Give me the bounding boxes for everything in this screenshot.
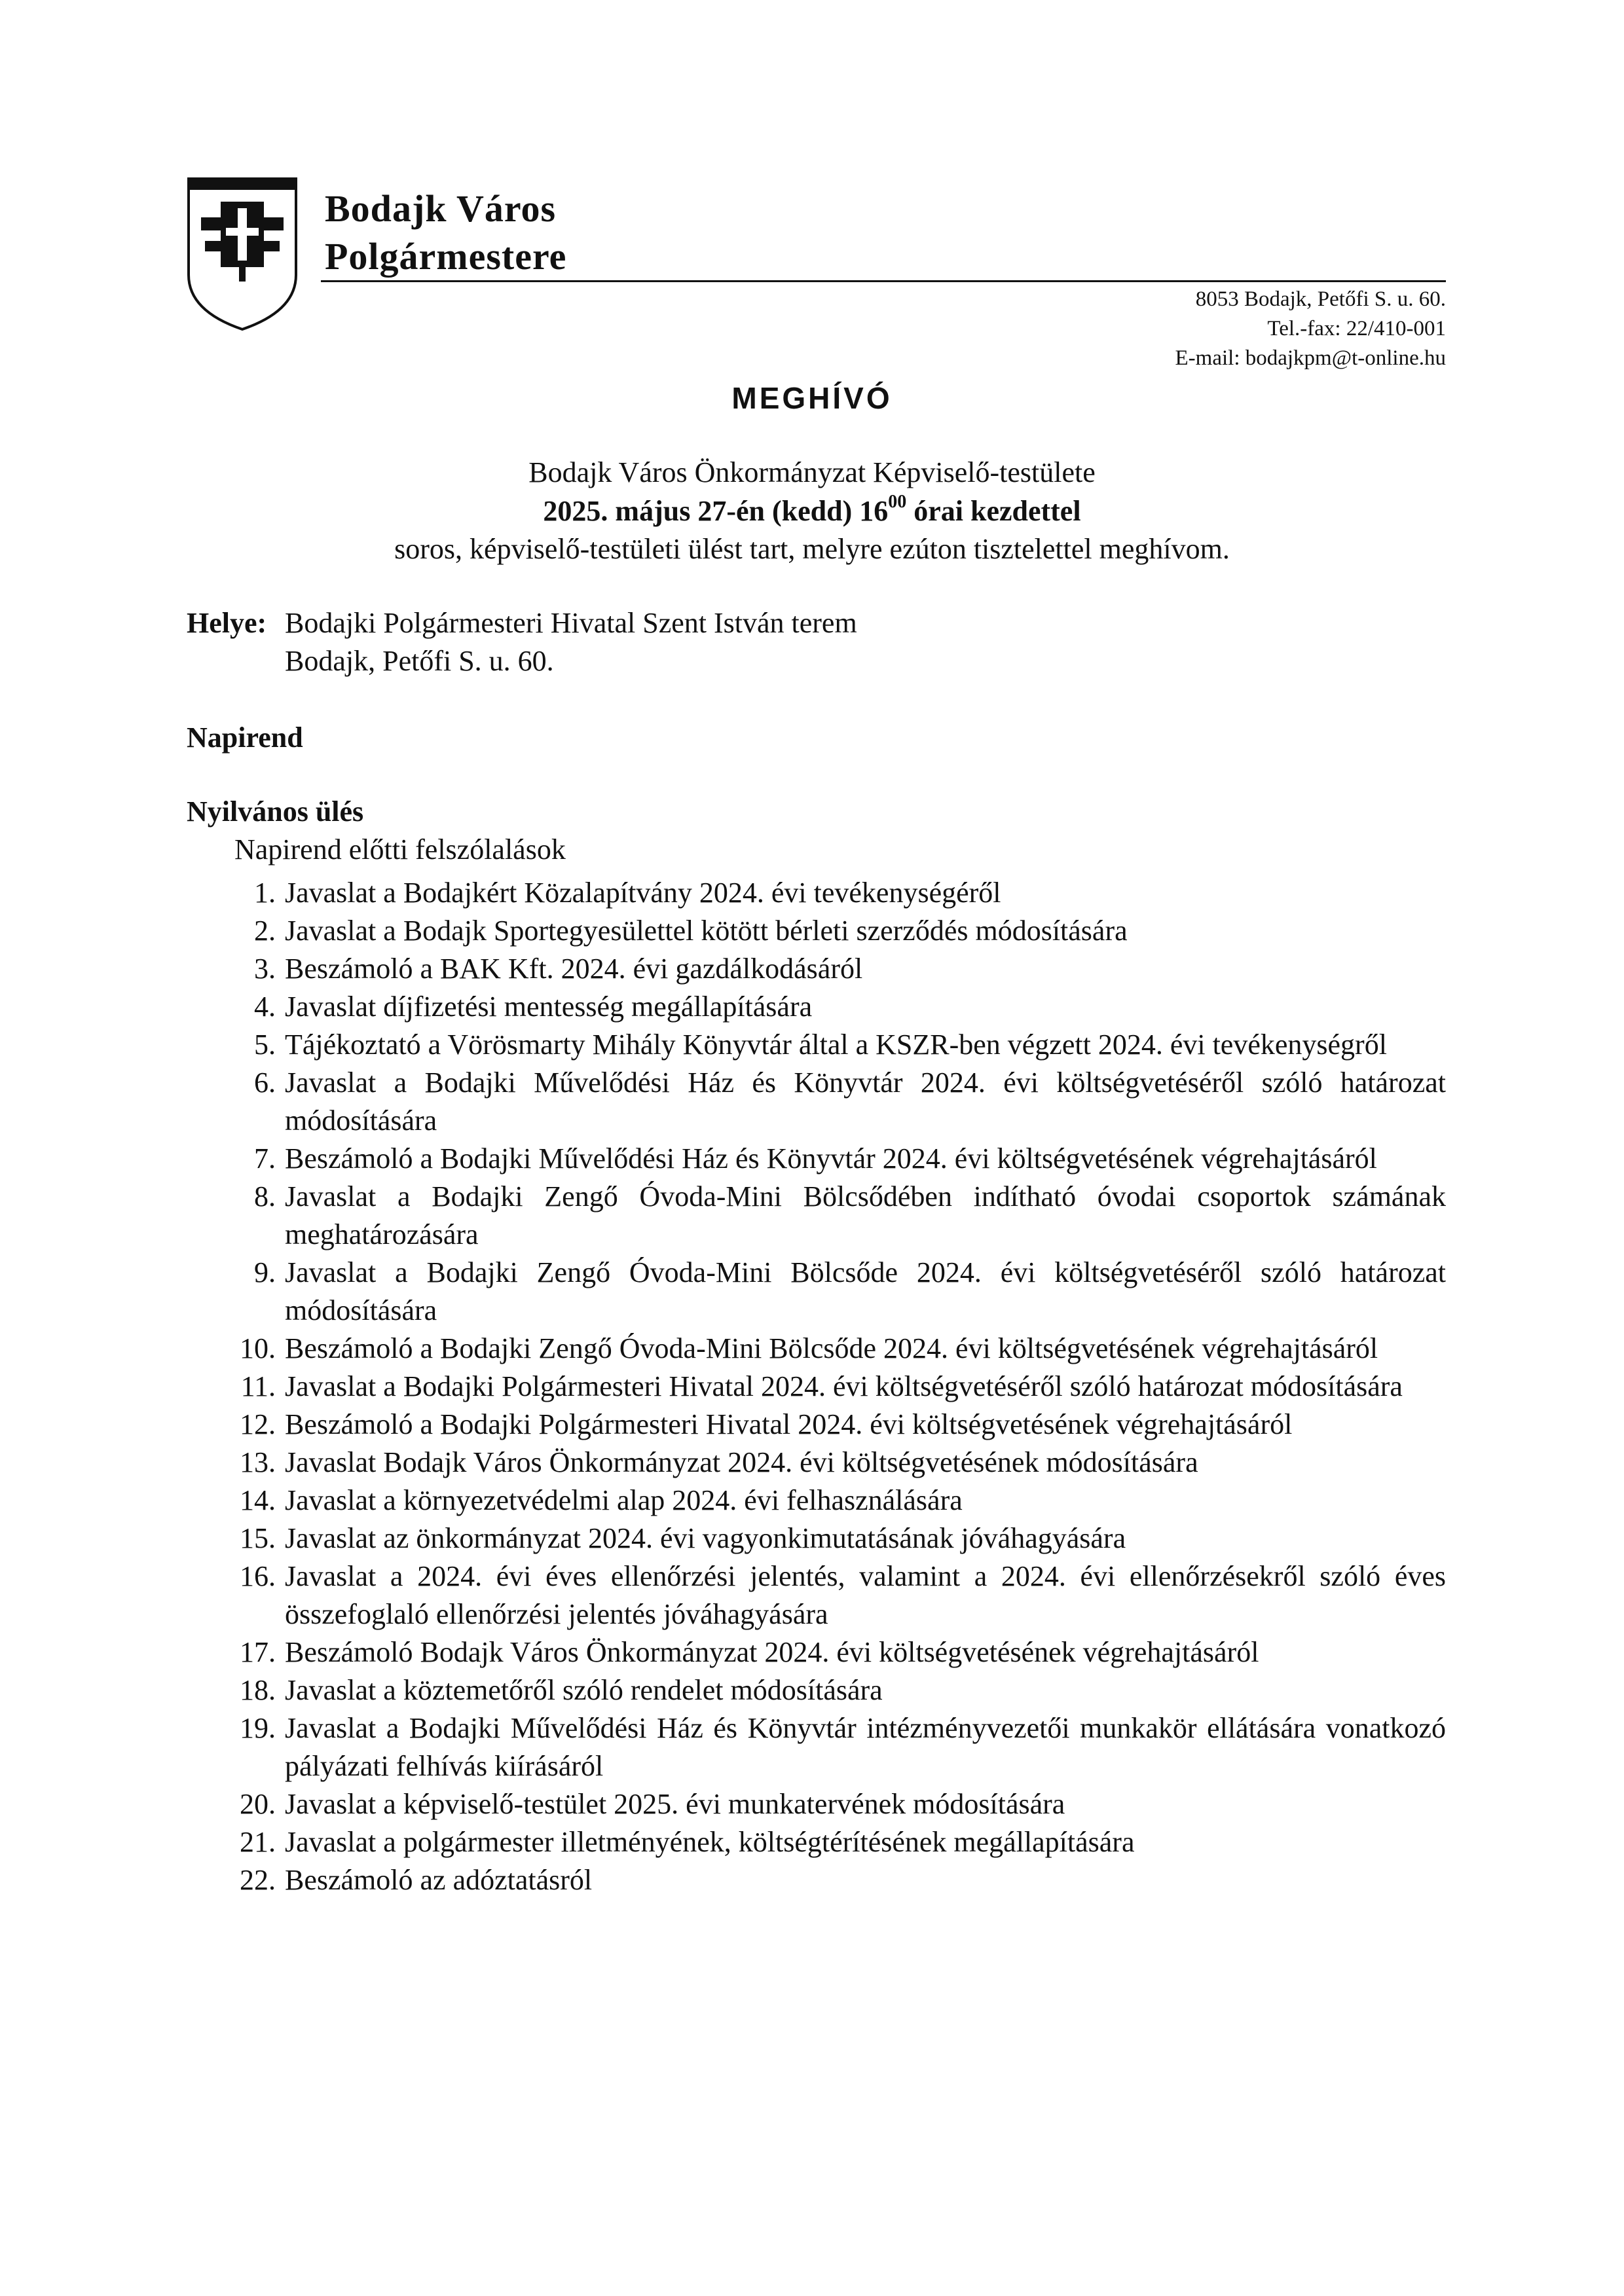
agenda-item-number: 11. <box>240 1370 276 1402</box>
agenda-item <box>229 1140 1446 1178</box>
coat-of-arms-icon <box>187 177 298 331</box>
agenda-item-number: 9. <box>254 1256 276 1288</box>
meeting-datetime <box>0 492 1624 527</box>
agenda-item-number: 16. <box>240 1560 276 1592</box>
agenda-item-text: Javaslat a Bodajk Sportegyesülettel kötött bérleti szerződés módosítására <box>285 915 1128 947</box>
agenda-heading: Napirend <box>187 721 303 754</box>
agenda-item-text: Javaslat a környezetvédelmi alap 2024. évi felhasználására <box>285 1484 963 1516</box>
pre-agenda-item: Napirend előtti felszólalások <box>234 833 566 866</box>
agenda-item-text: Beszámoló a BAK Kft. 2024. évi gazdálkodásáról <box>285 953 863 985</box>
agenda-item-text: Javaslat Bodajk Város Önkormányzat 2024. évi költségvetésének módosítására <box>285 1446 1198 1478</box>
agenda-item-text: Javaslat díjfizetési mentesség megállapítására <box>285 991 813 1023</box>
organization-role: Polgármestere <box>325 235 567 278</box>
agenda-item <box>229 1368 1446 1406</box>
agenda-item-number: 1. <box>254 877 276 909</box>
organization-name: Bodajk Város <box>325 187 557 230</box>
location-venue: Bodajki Polgármesteri Hivatal Szent István terem <box>285 607 857 639</box>
agenda-item <box>229 1671 1446 1709</box>
agenda-item-text: Javaslat a köztemetőről szóló rendelet módosítására <box>285 1674 883 1706</box>
agenda-item <box>229 1861 1446 1899</box>
public-session-heading: Nyilvános ülés <box>187 795 364 828</box>
agenda-item <box>229 1064 1446 1140</box>
location-label: Helye: <box>187 607 267 639</box>
agenda-item-number: 2. <box>254 915 276 947</box>
agenda-item-number: 19. <box>240 1712 276 1744</box>
agenda-item-number: 5. <box>254 1029 276 1061</box>
agenda-item <box>229 1520 1446 1558</box>
contact-email: E-mail: bodajkpm@t-online.hu <box>1175 346 1446 370</box>
agenda-item-text: Javaslat a Bodajki Zengő Óvoda-Mini Bölcsőde 2024. évi költségvetéséről szóló határozat módosítására <box>285 1256 1446 1326</box>
meeting-time-suffix: órai kezdettel <box>906 495 1081 527</box>
agenda-item <box>229 1330 1446 1368</box>
meeting-date: 2025. május 27-én (kedd) 16 <box>543 495 889 527</box>
agenda-item <box>229 1558 1446 1633</box>
meeting-time-superscript: 00 <box>888 492 907 512</box>
agenda-item <box>229 950 1446 988</box>
agenda-item <box>229 912 1446 950</box>
agenda-item-text: Javaslat a polgármester illetményének, költségtérítésének megállapítására <box>285 1826 1135 1858</box>
agenda-item-text: Beszámoló Bodajk Város Önkormányzat 2024. évi költségvetésének végrehajtásáról <box>285 1636 1259 1668</box>
agenda-item-text: Javaslat a Bodajki Művelődési Ház és Könyvtár 2024. évi költségvetéséről szóló határozat módosítására <box>285 1066 1446 1137</box>
agenda-item-number: 6. <box>254 1066 276 1099</box>
agenda-item-text: Javaslat a Bodajki Polgármesteri Hivatal 2024. évi költségvetéséről szóló határozat módosítására <box>285 1370 1403 1402</box>
agenda-item-number: 7. <box>254 1142 276 1175</box>
agenda-item <box>229 988 1446 1026</box>
contact-address: 8053 Bodajk, Petőfi S. u. 60. <box>1195 287 1446 311</box>
agenda-item <box>229 1633 1446 1671</box>
agenda-item-text: Javaslat a Bodajki Művelődési Ház és Könyvtár intézményvezetői munkakör ellátására vonatkozó pályázati felhívás kiírásáról <box>285 1712 1446 1782</box>
intro-invitation: soros, képviselő-testületi ülést tart, melyre ezúton tisztelettel meghívom. <box>394 533 1230 565</box>
header-divider <box>321 280 1446 282</box>
agenda-item <box>229 1406 1446 1444</box>
contact-phone: Tel.-fax: 22/410-001 <box>1267 317 1446 340</box>
agenda-item-text: Beszámoló az adóztatásról <box>285 1864 593 1896</box>
agenda-item <box>229 1823 1446 1861</box>
agenda-item-number: 21. <box>240 1826 276 1858</box>
agenda-item <box>229 1254 1446 1330</box>
agenda-item-number: 12. <box>240 1408 276 1440</box>
agenda-item-text: Javaslat a 2024. évi éves ellenőrzési jelentés, valamint a 2024. évi ellenőrzésekről szóló éves összefoglaló ellenőrzési jelentés jóváhagyására <box>285 1560 1446 1630</box>
agenda-item <box>229 1026 1446 1064</box>
agenda-item-text: Beszámoló a Bodajki Zengő Óvoda-Mini Bölcsőde 2024. évi költségvetésének végrehajtásáról <box>285 1332 1378 1364</box>
agenda-item-number: 15. <box>240 1522 276 1554</box>
intro-body: Bodajk Város Önkormányzat Képviselő-testülete <box>528 456 1096 488</box>
agenda-item-number: 18. <box>240 1674 276 1706</box>
agenda-item-text: Javaslat a Bodajkért Közalapítvány 2024. évi tevékenységéről <box>285 877 1001 909</box>
agenda-item-number: 10. <box>240 1332 276 1364</box>
agenda-item-number: 8. <box>254 1180 276 1212</box>
agenda-item <box>229 1709 1446 1785</box>
agenda-item-number: 13. <box>240 1446 276 1478</box>
agenda-item-number: 14. <box>240 1484 276 1516</box>
agenda-item-number: 4. <box>254 991 276 1023</box>
agenda-item-text: Javaslat az önkormányzat 2024. évi vagyonkimutatásának jóváhagyására <box>285 1522 1126 1554</box>
agenda-item-number: 22. <box>240 1864 276 1896</box>
agenda-item-number: 17. <box>240 1636 276 1668</box>
agenda-item <box>229 874 1446 912</box>
document-title: MEGHÍVÓ <box>731 381 893 415</box>
agenda-item-text: Javaslat a Bodajki Zengő Óvoda-Mini Bölcsődében indítható óvodai csoportok számának meghatározására <box>285 1180 1446 1250</box>
location-address: Bodajk, Petőfi S. u. 60. <box>285 645 554 677</box>
agenda-item-text: Javaslat a képviselő-testület 2025. évi munkatervének módosítására <box>285 1788 1065 1820</box>
agenda-item-text: Beszámoló a Bodajki Polgármesteri Hivatal 2024. évi költségvetésének végrehajtásáról <box>285 1408 1293 1440</box>
agenda-item-number: 3. <box>254 953 276 985</box>
agenda-item-text: Beszámoló a Bodajki Művelődési Ház és Könyvtár 2024. évi költségvetésének végrehajtásáról <box>285 1142 1377 1175</box>
agenda-item-text: Tájékoztató a Vörösmarty Mihály Könyvtár által a KSZR-ben végzett 2024. évi tevékenységről <box>285 1029 1387 1061</box>
agenda-item <box>229 1178 1446 1254</box>
agenda-item <box>229 1444 1446 1482</box>
agenda-item <box>229 1482 1446 1520</box>
agenda-item-number: 20. <box>240 1788 276 1820</box>
agenda-item <box>229 1785 1446 1823</box>
agenda-list <box>229 874 1446 1899</box>
